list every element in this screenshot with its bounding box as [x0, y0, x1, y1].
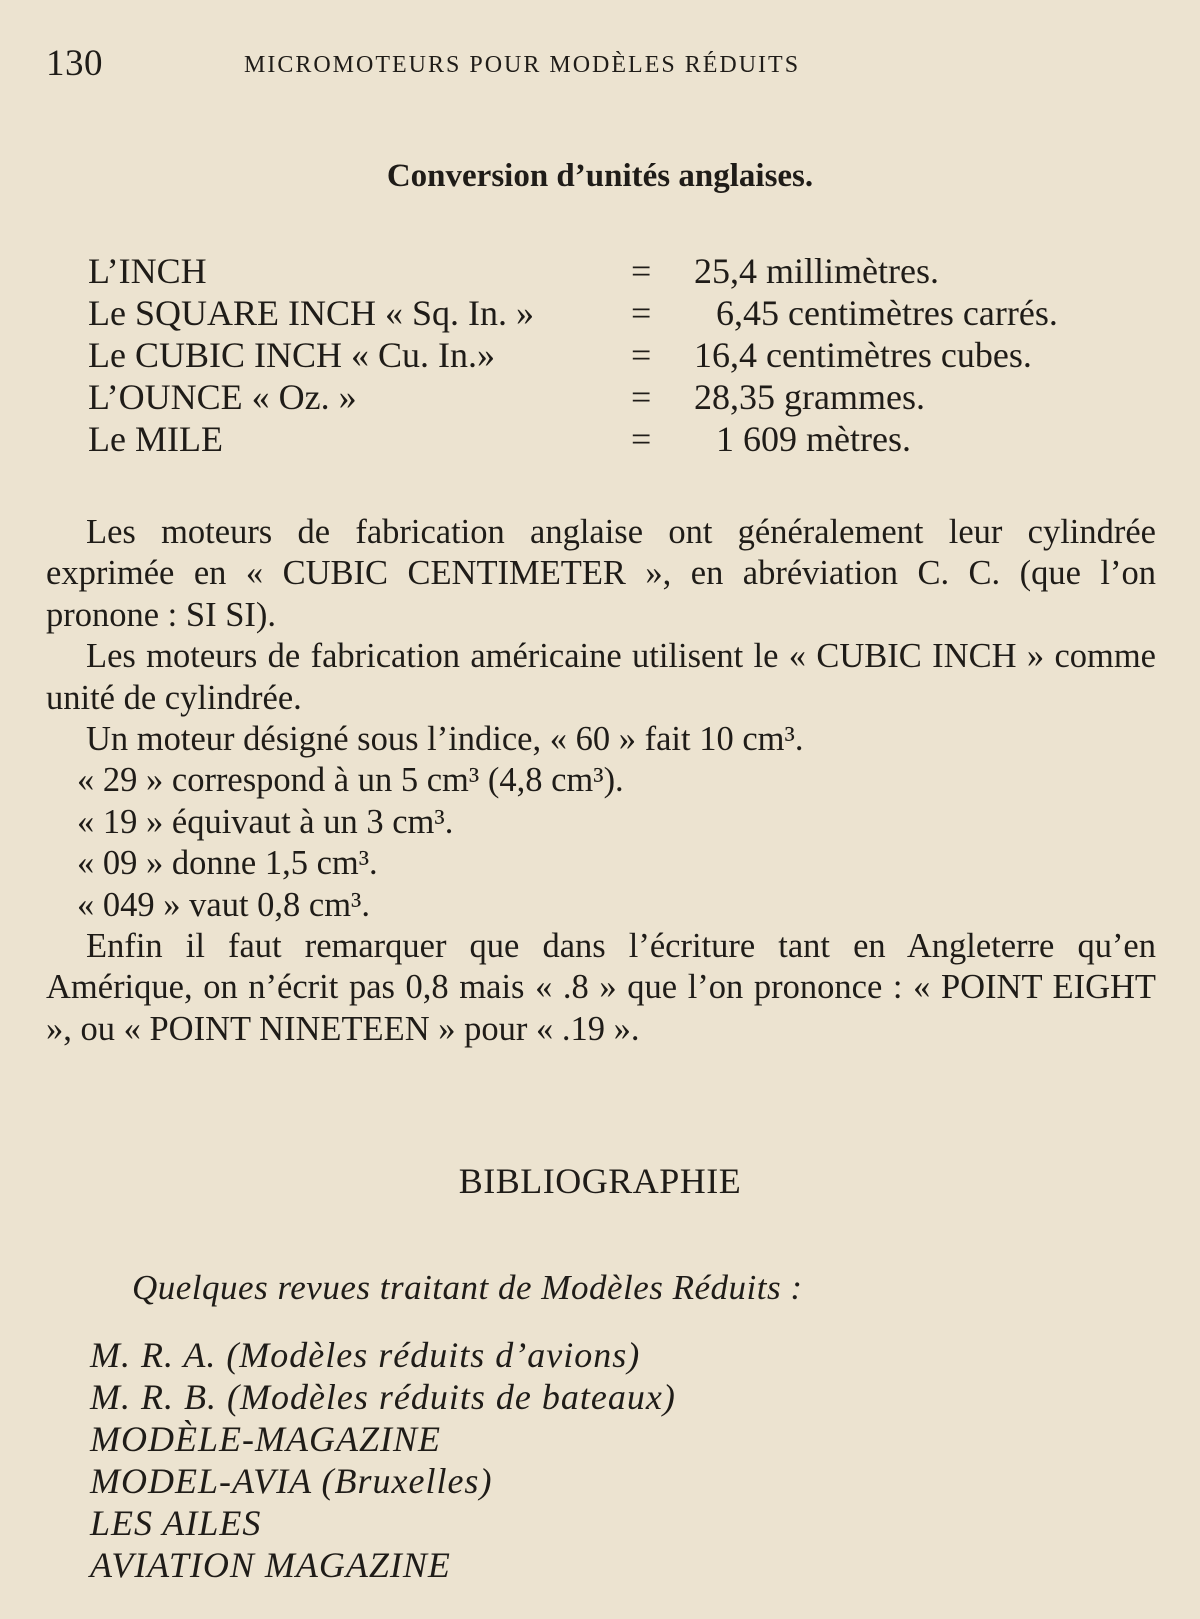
paragraph: Un moteur désigné sous l’indice, « 60 » fait 10 cm³.	[86, 720, 804, 759]
conversion-value: 6,45 centimètres carrés.	[716, 293, 1058, 333]
equals-sign: =	[631, 251, 652, 291]
bibliography-list	[90, 1334, 676, 1586]
page-header	[46, 42, 1160, 92]
conversion-unit: L’OUNCE « Oz. »	[88, 377, 357, 417]
paragraph: « 049 » vaut 0,8 cm³.	[77, 885, 371, 924]
conversion-value: 28,35 grammes.	[694, 377, 925, 417]
conversion-unit: L’INCH	[88, 251, 207, 291]
body-text	[46, 512, 1156, 1050]
bibliography-item: M. R. A. (Modèles réduits d’avions)	[90, 1335, 641, 1375]
bibliography-item: MODEL-AVIA (Bruxelles)	[90, 1461, 493, 1501]
conversion-value: 1 609 mètres.	[716, 419, 911, 459]
paragraph: Les moteurs de fabrication anglaise ont généralement leur cylindrée exprimée en « CUBIC CENTIMETER », en abréviation C. C. (que l’on pronone : SI SI).	[46, 513, 1156, 634]
conversion-row	[88, 250, 1148, 292]
equals-sign: =	[631, 293, 652, 333]
running-title: MICROMOTEURS POUR MODÈLES RÉDUITS	[244, 52, 801, 78]
bibliography-subtitle: Quelques revues traitant de Modèles Réduits :	[132, 1268, 803, 1307]
paragraph: « 29 » correspond à un 5 cm³ (4,8 cm³).	[77, 761, 624, 800]
bibliography-item: MODÈLE-MAGAZINE	[90, 1419, 441, 1459]
conversion-row	[88, 334, 1148, 376]
paragraph: « 09 » donne 1,5 cm³.	[77, 844, 378, 883]
bibliography-item: LES AILES	[90, 1503, 262, 1543]
paragraph: « 19 » équivaut à un 3 cm³.	[77, 802, 454, 841]
equals-sign: =	[631, 335, 652, 375]
conversion-value: 25,4 millimètres.	[694, 251, 939, 291]
conversion-row	[88, 418, 1148, 460]
equals-sign: =	[631, 419, 652, 459]
page-number: 130	[46, 43, 103, 84]
conversion-title: Conversion d’unités anglaises.	[386, 158, 814, 194]
conversion-unit: Le MILE	[88, 419, 223, 459]
conversion-unit: Le CUBIC INCH « Cu. In.»	[88, 335, 495, 375]
bibliography-title: BIBLIOGRAPHIE	[458, 1161, 742, 1201]
bibliography-item: AVIATION MAGAZINE	[90, 1545, 451, 1585]
conversion-table	[88, 250, 1148, 460]
conversion-row	[88, 376, 1148, 418]
conversion-row	[88, 292, 1148, 334]
paragraph: Les moteurs de fabrication américaine utilisent le « CUBIC INCH » comme unité de cylindrée.	[46, 637, 1156, 717]
conversion-value: 16,4 centimètres cubes.	[694, 335, 1032, 375]
bibliography-item: M. R. B. (Modèles réduits de bateaux)	[90, 1377, 676, 1417]
conversion-unit: Le SQUARE INCH « Sq. In. »	[88, 293, 534, 333]
paragraph: Enfin il faut remarquer que dans l’écriture tant en Angleterre qu’en Amérique, on n’écrit pas 0,8 mais « .8 » que l’on prononce : « POINT EIGHT », ou « POINT NINETEEN » pour « .19 ».	[46, 927, 1156, 1048]
equals-sign: =	[631, 377, 652, 417]
